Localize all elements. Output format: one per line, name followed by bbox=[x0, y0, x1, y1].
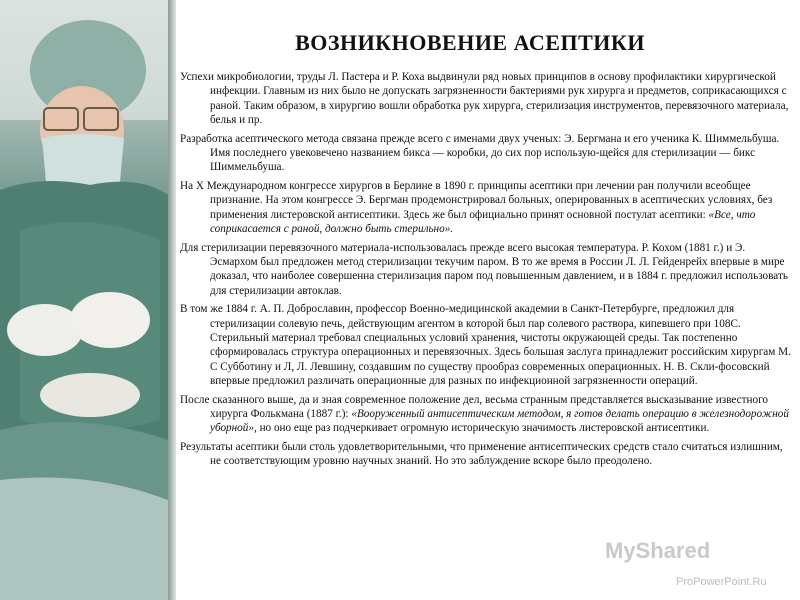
paragraph: Результаты асептики были столь удовлетворительными, что применение антисептических средств стало считаться излишним, не соответствующим уровню научных знаний. Но это заблуждение вскоре было преодолено. bbox=[180, 441, 783, 468]
paragraph: После сказанного выше, да и зная современное положение дел, весьма странным представляется высказывание известного хирурга Фолькмана (1887 г.): «Вооруженный антисептическим методом, я готов делать операцию в железнодорожной уборной», но оно еще раз подчеркивает огромную историческую значимость листеровской антисептики. bbox=[180, 393, 789, 435]
slide-body bbox=[180, 70, 792, 473]
paragraph: В том же 1884 г. А. П. Доброславин, профессор Военно-медицинской академии в Санкт-Петербурге, предложил для стерилизации солевую печь, действующим агентом в которой был пар солевого раствора, кипевшего при 108С. Стерильный материал требовал специальных условий хранения, чистоты окружающей среды. Так постепенно сформировалась структура операционных и перевязочных. Здесь большая заслуга принадлежит российским хирургам М. С Субботину и Л, Л. Левшину, создавшим по существу прообраз современных операционных. Н. В. Скли-фосовский впервые предложил различать операционные для разных по инфекционной загрязненности операций. bbox=[180, 303, 791, 387]
photo-edge bbox=[168, 0, 176, 600]
paragraph: Разработка асептического метода связана прежде всего с именами двух ученых: Э. Бергмана и его ученика К. Шиммельбуша. Имя последнего увековечено названием бикса — коробки, до сих пор использую-щейся для стерилизации — бикс Шиммельбуша. bbox=[180, 132, 780, 174]
watermark-logo: MyShared bbox=[605, 538, 711, 563]
paragraph: Успехи микробиологии, труды Л. Пастера и Р. Коха выдвинули ряд новых принципов в основу профилактики хирургической инфекции. Главным из них было не допускать загрязненности бактериями рук хирурга и предметов, соприкасающихся с раной. Таким образом, в хирургию вошли обработка рук хирурга, стерилизация инструментов, перевязочного материала, белья и пр. bbox=[180, 71, 789, 126]
surgeon-illustration bbox=[0, 0, 168, 600]
slide-title: ВОЗНИКНОВЕНИЕ АСЕПТИКИ bbox=[295, 30, 645, 55]
paragraph: Для стерилизации перевязочного материала-использовалась прежде всего высокая температура. Р. Кохом (1881 г.) и Э. Эсмархом был предложен метод стерилизации текучим паром. В то же время в России Л. Л. Гейденрейх впервые в мире доказал, что наиболее совершенна стерилизация паром под повышенным давлением, и в 1884 г. предложил использовать для стерилизации автоклав. bbox=[180, 241, 788, 297]
paragraph: На X Международном конгрессе хирургов в Берлине в 1890 г. принципы асептики при лечении ран получили всеобщее признание. На этом конгрессе Э. Бергман продемонстрировал больных, оперированных в асептических условиях, без применения листеровской антисептики. Здесь же был официально принят основной постулат асептики: «Все, что соприкасается с раной, должно быть стерильно». bbox=[180, 180, 773, 235]
surgeon-photo bbox=[0, 0, 168, 600]
watermark-site: ProPowerPoint.Ru bbox=[676, 576, 767, 588]
